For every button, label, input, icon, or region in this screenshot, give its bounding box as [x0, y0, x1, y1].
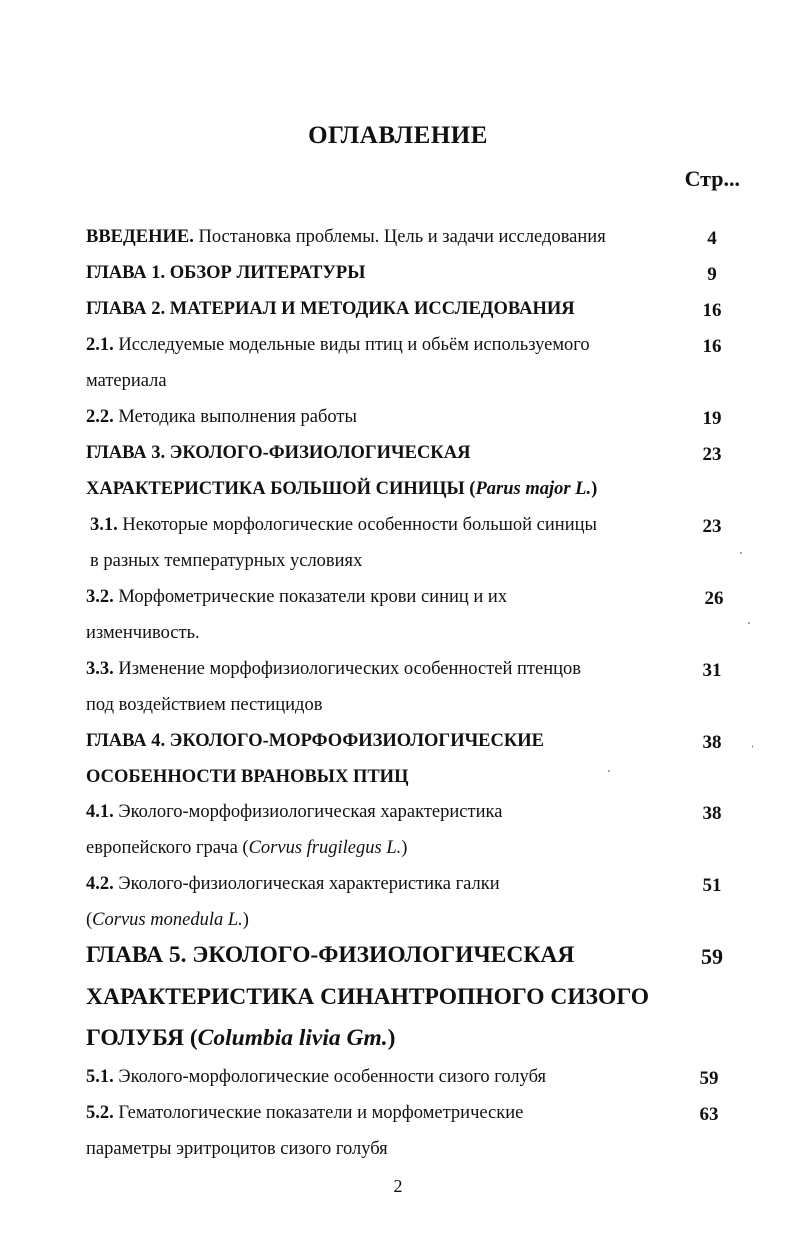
- toc-entry-bold: ГЛАВА 2. МАТЕРИАЛ И МЕТОДИКА ИССЛЕДОВАНИЯ: [86, 299, 575, 319]
- toc-page-number: 59: [701, 944, 723, 969]
- toc-entry-continuation: [86, 480, 597, 499]
- toc-entry-text: Постановка проблемы. Цель и задачи исследования: [193, 227, 606, 247]
- toc-entry-bold: ХАРАКТЕРИСТИКА СИНАНТРОПНОГО СИЗОГО: [86, 984, 649, 1010]
- toc-entry-bold: 5.2.: [86, 1103, 114, 1123]
- toc-entry-bold: 3.3.: [86, 659, 114, 679]
- toc-page-number: 19: [702, 408, 722, 429]
- toc-entry-text: Гематологические показатели и морфометрические: [113, 1103, 524, 1123]
- toc-entry-continuation: [86, 911, 249, 930]
- scan-speck: [752, 745, 753, 748]
- toc-entry-text: ): [401, 838, 408, 858]
- toc-entry-text: Изменение морфофизиологических особенностей птенцов: [113, 659, 581, 679]
- toc-entry-text: (: [86, 910, 93, 930]
- toc-entry-bold: 4.1.: [86, 802, 114, 822]
- toc-entry-2-2: [86, 408, 357, 427]
- toc-entry-species: Parus major L.: [475, 479, 592, 499]
- toc-entry-text: Морфометрические показатели крови синиц и их: [113, 587, 508, 607]
- toc-entry-bold: ): [387, 1025, 396, 1051]
- scan-speck: [608, 770, 610, 772]
- toc-entry-continuation: в разных температурных условиях: [90, 551, 363, 571]
- toc-entry-bold: ВВЕДЕНИЕ.: [86, 227, 194, 247]
- toc-entry-ch2: [86, 300, 575, 319]
- toc-entry-continuation: параметры эритроцитов сизого голубя: [86, 1139, 388, 1159]
- toc-entry-bold: ГЛАВА 1. ОБЗОР ЛИТЕРАТУРЫ: [86, 263, 366, 283]
- toc-entry-text: Методика выполнения работы: [113, 407, 357, 427]
- toc-page-number: 38: [702, 732, 722, 753]
- toc-entry-bold: 2.1.: [86, 335, 114, 355]
- toc-page-number: 38: [702, 803, 722, 824]
- toc-entry-3-2: [86, 588, 507, 607]
- toc-entry-bold: ОСОБЕННОСТИ ВРАНОВЫХ ПТИЦ: [86, 767, 409, 787]
- toc-entry-ch4: [86, 732, 544, 751]
- toc-entry-ch3: [86, 444, 470, 463]
- toc-entry-text: европейского грача (: [86, 838, 249, 858]
- toc-entry-species: Corvus monedula L.: [92, 910, 243, 930]
- toc-entry-bold: 5.1.: [86, 1067, 114, 1087]
- toc-entry-text: Эколого-морфофизиологическая характеристика: [113, 802, 503, 822]
- toc-entry-bold: 4.2.: [86, 874, 114, 894]
- page-number: 2: [393, 1176, 403, 1196]
- toc-entry-continuation: материала: [86, 371, 167, 391]
- toc-entry-continuation: [86, 839, 407, 858]
- toc-entry-2-1: [86, 336, 590, 355]
- scan-speck: [748, 622, 750, 624]
- toc-entry-continuation: [86, 768, 408, 787]
- toc-entry-5-1: [86, 1068, 546, 1087]
- toc-page-number: 51: [702, 875, 722, 896]
- toc-page-number: 31: [702, 660, 722, 681]
- toc-entry-bold: ГЛАВА 4. ЭКОЛОГО-МОРФОФИЗИОЛОГИЧЕСКИЕ: [86, 731, 545, 751]
- toc-entry-text: Некоторые морфологические особенности большой синицы: [117, 515, 597, 535]
- toc-entry-bold: ГОЛУБЯ (: [86, 1025, 198, 1051]
- toc-page-number: 4: [707, 228, 717, 249]
- toc-entry-bold: ГЛАВА 5. ЭКОЛОГО-ФИЗИОЛОГИЧЕСКАЯ: [86, 942, 575, 968]
- toc-entry-continuation: под воздействием пестицидов: [86, 695, 323, 715]
- toc-page-number: 16: [702, 336, 722, 357]
- toc-entry-intro: [86, 228, 606, 247]
- toc-entry-text: Эколого-морфологические особенности сизого голубя: [113, 1067, 547, 1087]
- toc-entry-bold: ХАРАКТЕРИСТИКА БОЛЬШОЙ СИНИЦЫ (: [86, 479, 476, 499]
- toc-page-number: 23: [702, 516, 722, 537]
- toc-entry-4-2: [86, 875, 500, 894]
- toc-entry-text: Эколого-физиологическая характеристика галки: [113, 874, 500, 894]
- toc-entry-3-1: [90, 516, 597, 535]
- toc-page-number: 16: [702, 300, 722, 321]
- toc-page-number: 63: [699, 1104, 719, 1125]
- toc-entry-ch1: [86, 264, 365, 283]
- toc-entry-continuation: [86, 1027, 395, 1051]
- toc-entry-continuation: изменчивость.: [86, 623, 200, 643]
- page-title: ОГЛАВЛЕНИЕ: [308, 122, 488, 149]
- toc-entry-4-1: [86, 803, 502, 822]
- toc-entry-species: Corvus frugilegus L.: [248, 838, 402, 858]
- toc-page-number: 59: [699, 1068, 719, 1089]
- toc-entry-text: ): [242, 910, 249, 930]
- scan-speck: [740, 552, 742, 554]
- toc-page-number: 9: [707, 264, 717, 285]
- toc-page-number: 23: [702, 444, 722, 465]
- page-column-label: Стр...: [684, 166, 740, 191]
- toc-page-number: 26: [704, 588, 724, 609]
- toc-entry-bold: ): [591, 479, 598, 499]
- toc-entry-bold: 3.2.: [86, 587, 114, 607]
- toc-entry-5-2: [86, 1104, 523, 1123]
- toc-entry-continuation: [86, 986, 649, 1010]
- toc-entry-bold: ГЛАВА 3. ЭКОЛОГО-ФИЗИОЛОГИЧЕСКАЯ: [86, 443, 471, 463]
- toc-entry-bold: 3.1.: [90, 515, 118, 535]
- toc-entry-species: Columbia livia Gm.: [197, 1025, 388, 1051]
- toc-entry-text: Исследуемые модельные виды птиц и обьём используемого: [113, 335, 590, 355]
- toc-entry-bold: 2.2.: [86, 407, 114, 427]
- toc-entry-ch5: [86, 944, 574, 968]
- toc-entry-3-3: [86, 660, 581, 679]
